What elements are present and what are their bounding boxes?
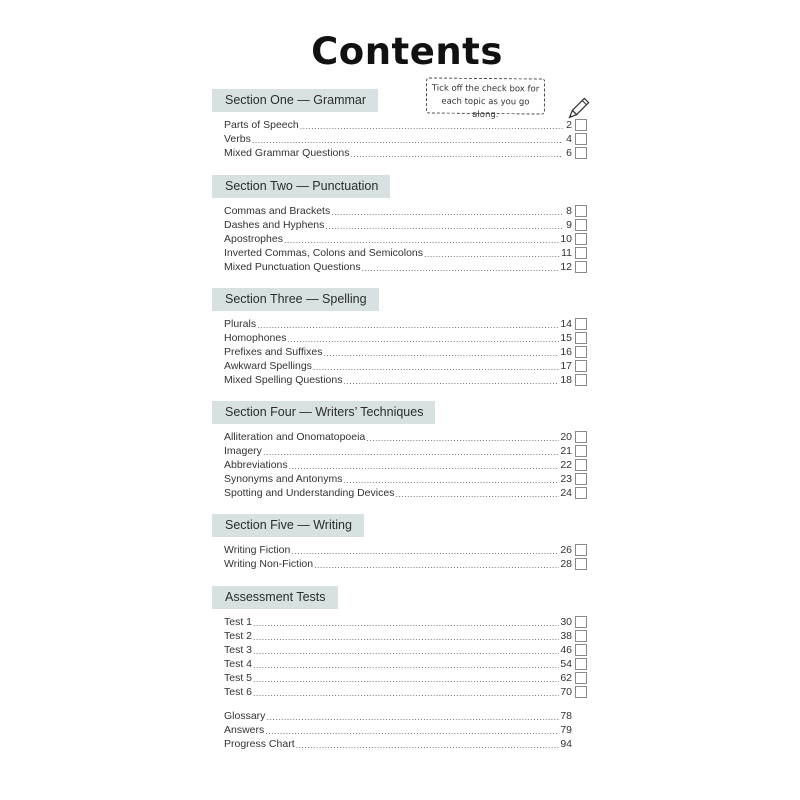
contents-entry xyxy=(224,373,587,387)
contents-entry xyxy=(224,486,587,500)
topic-checkbox[interactable] xyxy=(575,374,587,386)
entry-label: Mixed Grammar Questions xyxy=(224,147,350,159)
topic-checkbox[interactable] xyxy=(575,544,587,556)
dot-leader xyxy=(287,333,559,345)
entry-label: Dashes and Hyphens xyxy=(224,219,325,231)
contents-entry xyxy=(224,615,587,629)
entry-page: 62 xyxy=(560,672,572,684)
entry-page: 10 xyxy=(560,233,572,245)
dot-leader xyxy=(424,248,560,260)
section-grammar xyxy=(212,89,587,160)
topic-checkbox[interactable] xyxy=(575,431,587,443)
entry-label: Plurals xyxy=(224,318,257,330)
back-matter xyxy=(212,709,587,751)
contents-entry xyxy=(224,204,587,218)
contents-entry xyxy=(224,723,587,737)
dot-leader xyxy=(323,347,559,359)
contents-entry xyxy=(224,132,587,146)
entry-label: Inverted Commas, Colons and Semicolons xyxy=(224,247,424,259)
contents-entry xyxy=(224,430,587,444)
dot-leader xyxy=(284,234,559,246)
section-header: Section Three — Spelling xyxy=(212,288,379,311)
page-title: Contents xyxy=(311,30,503,73)
section-writers-techniques xyxy=(212,401,587,500)
topic-checkbox[interactable] xyxy=(575,644,587,656)
contents-entry xyxy=(224,260,587,274)
entry-label: Imagery xyxy=(224,445,262,457)
entry-label: Synonyms and Antonyms xyxy=(224,473,343,485)
entry-page: 24 xyxy=(560,487,572,499)
topic-checkbox[interactable] xyxy=(575,261,587,273)
contents-entry xyxy=(224,146,587,160)
entry-label: Abbreviations xyxy=(224,459,288,471)
section-punctuation xyxy=(212,175,587,274)
section-header: Section Two — Punctuation xyxy=(212,175,390,198)
entry-page: 16 xyxy=(560,346,572,358)
entry-page: 4 xyxy=(566,133,572,145)
dot-leader xyxy=(300,120,563,132)
dot-leader xyxy=(343,375,559,387)
dot-leader xyxy=(253,659,559,671)
dot-leader xyxy=(263,446,559,458)
topic-checkbox[interactable] xyxy=(575,332,587,344)
entry-label: Test 5 xyxy=(224,672,253,684)
entry-page: 12 xyxy=(560,261,572,273)
topic-checkbox[interactable] xyxy=(575,247,587,259)
instruction-note-line-2: each topic as you go along. xyxy=(441,96,530,121)
entry-page: 28 xyxy=(560,558,572,570)
topic-checkbox[interactable] xyxy=(575,318,587,330)
entry-page: 2 xyxy=(566,119,572,131)
dot-leader xyxy=(253,673,559,685)
entry-page: 38 xyxy=(560,630,572,642)
contents-entry xyxy=(224,737,587,751)
entry-label: Parts of Speech xyxy=(224,119,299,131)
entry-label: Test 4 xyxy=(224,658,253,670)
entry-page: 30 xyxy=(560,616,572,628)
topic-checkbox[interactable] xyxy=(575,672,587,684)
dot-leader xyxy=(252,134,563,146)
topic-checkbox[interactable] xyxy=(575,205,587,217)
contents-entry xyxy=(224,629,587,643)
dot-leader xyxy=(253,687,559,699)
entry-label: Writing Non-Fiction xyxy=(224,558,314,570)
topic-checkbox[interactable] xyxy=(575,616,587,628)
dot-leader xyxy=(266,711,559,723)
topic-checkbox[interactable] xyxy=(575,360,587,372)
entry-page: 15 xyxy=(560,332,572,344)
contents-entry xyxy=(224,246,587,260)
dot-leader xyxy=(253,617,559,629)
entry-page: 94 xyxy=(560,738,572,750)
entry-label: Test 3 xyxy=(224,644,253,656)
dot-leader xyxy=(366,432,559,444)
contents-entry xyxy=(224,345,587,359)
contents-entry xyxy=(224,118,587,132)
topic-checkbox[interactable] xyxy=(575,445,587,457)
entry-page: 14 xyxy=(560,318,572,330)
contents-entry xyxy=(224,657,587,671)
contents-entry xyxy=(224,218,587,232)
topic-checkbox[interactable] xyxy=(575,133,587,145)
entry-page: 18 xyxy=(560,374,572,386)
entry-page: 17 xyxy=(560,360,572,372)
entry-label: Apostrophes xyxy=(224,233,283,245)
entry-page: 11 xyxy=(561,247,572,259)
contents-entry xyxy=(224,543,587,557)
dot-leader xyxy=(343,474,559,486)
entry-label: Glossary xyxy=(224,710,266,722)
entry-page: 8 xyxy=(566,205,572,217)
contents-entry xyxy=(224,557,587,571)
entry-page: 9 xyxy=(566,219,572,231)
dot-leader xyxy=(289,460,560,472)
topic-checkbox[interactable] xyxy=(575,219,587,231)
entry-label: Mixed Punctuation Questions xyxy=(224,261,361,273)
entry-page: 6 xyxy=(566,147,572,159)
dot-leader xyxy=(325,220,563,232)
entry-page: 54 xyxy=(560,658,572,670)
topic-checkbox[interactable] xyxy=(575,630,587,642)
entry-page: 70 xyxy=(560,686,572,698)
contents-entry xyxy=(224,643,587,657)
section-header: Assessment Tests xyxy=(212,586,338,609)
entry-page: 46 xyxy=(560,644,572,656)
dot-leader xyxy=(350,148,563,160)
contents-entry xyxy=(224,685,587,699)
contents-entry xyxy=(224,444,587,458)
dot-leader xyxy=(265,725,559,737)
contents-entry xyxy=(224,472,587,486)
topic-checkbox[interactable] xyxy=(575,473,587,485)
section-writing xyxy=(212,514,587,571)
entry-label: Answers xyxy=(224,724,265,736)
entry-label: Homophones xyxy=(224,332,287,344)
dot-leader xyxy=(296,739,560,751)
dot-leader xyxy=(257,319,559,331)
entry-label: Verbs xyxy=(224,133,251,145)
topic-checkbox[interactable] xyxy=(575,487,587,499)
entry-label: Test 1 xyxy=(224,616,253,628)
entry-label: Test 2 xyxy=(224,630,253,642)
entry-page: 78 xyxy=(560,710,572,722)
section-spelling xyxy=(212,288,587,387)
section-header: Section Four — Writers’ Techniques xyxy=(212,401,435,424)
dot-leader xyxy=(291,545,559,557)
contents-entry xyxy=(224,671,587,685)
topic-checkbox[interactable] xyxy=(575,119,587,131)
topic-checkbox[interactable] xyxy=(575,233,587,245)
dot-leader xyxy=(313,361,559,373)
dot-leader xyxy=(395,488,559,500)
dot-leader xyxy=(253,645,559,657)
entry-label: Alliteration and Onomatopoeia xyxy=(224,431,366,443)
dot-leader xyxy=(362,262,560,274)
entry-label: Mixed Spelling Questions xyxy=(224,374,343,386)
dot-leader xyxy=(314,559,559,571)
entry-page: 23 xyxy=(560,473,572,485)
section-header: Section Five — Writing xyxy=(212,514,364,537)
entry-label: Prefixes and Suffixes xyxy=(224,346,323,358)
contents-entry xyxy=(224,232,587,246)
contents-entry xyxy=(224,331,587,345)
topic-checkbox[interactable] xyxy=(575,346,587,358)
instruction-note-line-1: Tick off the check box for xyxy=(431,83,540,95)
entry-label: Writing Fiction xyxy=(224,544,291,556)
entry-label: Progress Chart xyxy=(224,738,295,750)
dot-leader xyxy=(253,631,559,643)
entry-page: 22 xyxy=(560,459,572,471)
entry-label: Awkward Spellings xyxy=(224,360,312,372)
entry-page: 26 xyxy=(560,544,572,556)
entry-page: 20 xyxy=(560,431,572,443)
topic-checkbox[interactable] xyxy=(575,147,587,159)
entry-label: Commas and Brackets xyxy=(224,205,331,217)
dot-leader xyxy=(331,206,563,218)
contents-entry xyxy=(224,709,587,723)
entry-label: Test 6 xyxy=(224,686,253,698)
entry-label: Spotting and Understanding Devices xyxy=(224,487,395,499)
entry-page: 21 xyxy=(560,445,572,457)
contents-entry xyxy=(224,359,587,373)
section-header: Section One — Grammar xyxy=(212,89,378,112)
topic-checkbox[interactable] xyxy=(575,686,587,698)
topic-checkbox[interactable] xyxy=(575,658,587,670)
contents-entry xyxy=(224,458,587,472)
topic-checkbox[interactable] xyxy=(575,459,587,471)
section-assessment-tests xyxy=(212,586,587,699)
entry-page: 79 xyxy=(560,724,572,736)
topic-checkbox[interactable] xyxy=(575,558,587,570)
contents-entry xyxy=(224,317,587,331)
